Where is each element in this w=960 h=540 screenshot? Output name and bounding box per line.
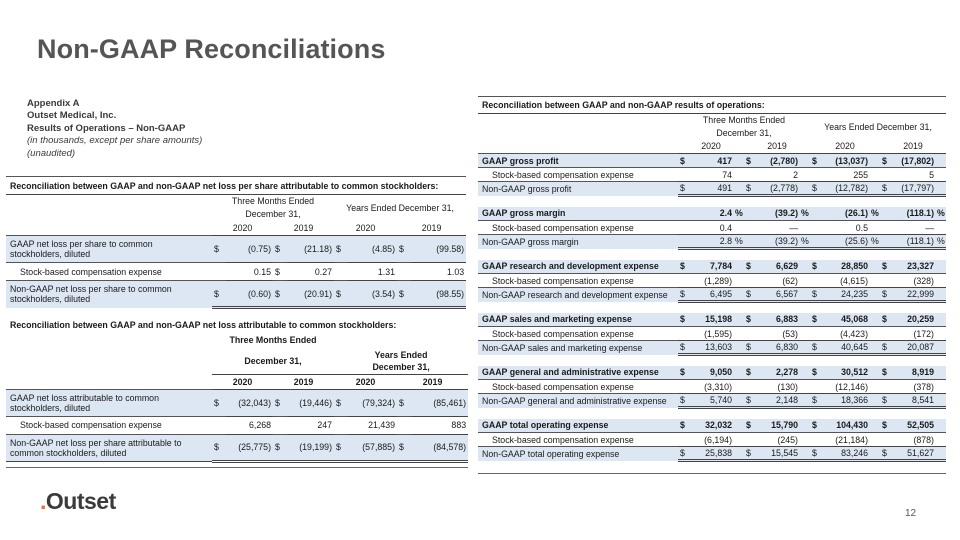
table-row: Non-GAAP net loss per share attributable to common stockholders, diluted $ (25,775) $ (19,199) $ (57,885) $ (84,578) xyxy=(6,434,468,461)
row-label: Stock-based compensation expense xyxy=(492,275,634,286)
header-three-months: Three Months Ended xyxy=(702,115,786,126)
table-row: Non-GAAP general and administrative expense $ 5,740 $ 2,148 $ 18,366 $ 8,541 xyxy=(478,394,946,408)
row-label: Stock-based compensation expense xyxy=(492,169,634,180)
header-december: December 31, xyxy=(245,209,301,219)
row-label: Non-GAAP net loss per share attributable to common stockholders, diluted xyxy=(6,434,212,461)
header-december: December 31, xyxy=(716,128,772,138)
header-three-months: Three Months Ended xyxy=(231,196,315,207)
table-row: Non-GAAP total operating expense $ 25,838 $ 15,545 $ 83,246 $ 51,627 xyxy=(478,447,946,461)
table-row: Non-GAAP net loss per share to common stockholders, diluted $ (0.60) $ (20.91) $ (3.54) $ (98.55) xyxy=(6,281,466,308)
row-label: Non-GAAP research and development expense xyxy=(478,288,678,302)
header-years-ended: Years Ended December 31, xyxy=(824,121,932,132)
row-label: Stock-based compensation expense xyxy=(20,266,162,277)
year-header: 2020 xyxy=(212,374,273,389)
table-row: Non-GAAP sales and marketing expense $ 13,603 $ 6,830 $ 40,645 $ 20,087 xyxy=(478,341,946,355)
year-header: 2020 xyxy=(334,221,397,236)
table-row: Non-GAAP research and development expense $ 6,495 $ 6,567 $ 24,235 $ 22,999 xyxy=(478,288,946,302)
row-label: GAAP total operating expense xyxy=(478,419,678,433)
row-label: Non-GAAP net loss per share to common stockholders, diluted xyxy=(6,281,212,308)
row-label: Stock-based compensation expense xyxy=(492,222,634,233)
header-years-ended: Years Ended December 31, xyxy=(346,202,454,213)
table-title: Reconciliation between GAAP and non-GAAP results of operations: xyxy=(478,97,946,114)
year-header: 2019 xyxy=(273,374,334,389)
row-label: GAAP net loss per share to common stockholders, diluted xyxy=(6,236,212,263)
table-row: Stock-based compensation expense (3,310) (130) (12,146) (378) xyxy=(478,380,946,394)
row-label: GAAP sales and marketing expense xyxy=(478,313,678,327)
year-header: 2019 xyxy=(273,221,334,236)
row-label: GAAP research and development expense xyxy=(478,260,678,274)
row-label: Non-GAAP sales and marketing expense xyxy=(478,341,678,355)
row-label: Non-GAAP general and administrative expense xyxy=(478,394,678,408)
row-label: Non-GAAP total operating expense xyxy=(478,447,678,461)
table-row: Stock-based compensation expense 0.4 — 0.5 — xyxy=(478,221,946,235)
year-header: 2020 xyxy=(212,221,273,236)
page-number: 12 xyxy=(905,508,917,519)
units-note: (in thousands, except per share amounts) xyxy=(27,135,203,147)
net-loss-per-share-table xyxy=(6,176,466,309)
row-label: Stock-based compensation expense xyxy=(492,381,634,392)
table-title: Reconciliation between GAAP and non-GAAP net loss attributable to common stockholders: xyxy=(10,320,397,330)
table-row: GAAP net loss per share to common stockholders, diluted $ (0.75) $ (21.18) $ (4.85) $ (99.58) xyxy=(6,236,466,263)
year-header: 2019 xyxy=(880,140,946,154)
table-row: GAAP gross margin 2.4 % (39.2) % (26.1) % (118.1) % xyxy=(478,207,946,221)
table-row: Stock-based compensation expense 74 2 255 5 xyxy=(478,168,946,182)
appendix-label: Appendix A xyxy=(27,98,80,109)
table-row: GAAP general and administrative expense $ 9,050 $ 2,278 $ 30,512 $ 8,919 xyxy=(478,366,946,380)
row-label: Stock-based compensation expense xyxy=(20,420,162,430)
company-name: Outset Medical, Inc. xyxy=(27,110,117,122)
company-logo: .Outset xyxy=(40,488,116,514)
year-header: 2019 xyxy=(397,221,466,236)
header-years-ended: Years Ended xyxy=(374,349,428,360)
year-header: 2020 xyxy=(810,140,880,154)
table-row: GAAP net loss attributable to common stockholders, diluted $ (32,043) $ (19,446) $ (79,324) $ (85,461) xyxy=(6,389,468,416)
row-label: GAAP general and administrative expense xyxy=(478,366,678,380)
year-header: 2020 xyxy=(678,140,744,154)
page-title: Non-GAAP Reconciliations xyxy=(37,34,386,64)
table-row: Non-GAAP gross profit $ 491 $ (2,778) $ (12,782) $ (17,797) xyxy=(478,182,946,196)
row-label: GAAP net loss attributable to common stockholders, diluted xyxy=(6,389,212,416)
header-december: December 31, xyxy=(334,361,468,374)
row-label: Stock-based compensation expense xyxy=(492,434,634,445)
results-of-operations-table xyxy=(478,96,946,474)
appendix-header xyxy=(27,98,202,160)
report-name: Results of Operations – Non-GAAP xyxy=(27,122,186,134)
table-row: Stock-based compensation expense 6,268 247 21,439 883 xyxy=(6,416,468,434)
row-label: GAAP gross profit xyxy=(478,154,678,168)
table-row: GAAP research and development expense $ 7,784 $ 6,629 $ 28,850 $ 23,327 xyxy=(478,260,946,274)
year-header: 2019 xyxy=(744,140,810,154)
row-label: Non-GAAP gross margin xyxy=(478,235,678,249)
table-row: Stock-based compensation expense (6,194) (245) (21,184) (878) xyxy=(478,433,946,447)
net-loss-table xyxy=(6,318,468,468)
table-row: GAAP total operating expense $ 32,032 $ 15,790 $ 104,430 $ 52,505 xyxy=(478,419,946,433)
row-label: GAAP gross margin xyxy=(478,207,678,221)
table-title: Reconciliation between GAAP and non-GAAP net loss per share attributable to common stockholders: xyxy=(6,177,466,195)
year-header: 2020 xyxy=(334,374,397,389)
year-header: 2019 xyxy=(397,374,468,389)
row-label: Non-GAAP gross profit xyxy=(478,182,678,196)
table-row: GAAP gross profit $ 417 $ (2,780) $ (13,037) $ (17,802) xyxy=(478,154,946,168)
row-label: Stock-based compensation expense xyxy=(492,328,634,339)
header-three-months: Three Months Ended xyxy=(229,335,317,345)
audit-note: (unaudited) xyxy=(27,147,76,159)
header-december: December 31, xyxy=(212,348,334,374)
table-row: Stock-based compensation expense (1,289) (62) (4,615) (328) xyxy=(478,274,946,288)
table-row: GAAP sales and marketing expense $ 15,198 $ 6,883 $ 45,068 $ 20,259 xyxy=(478,313,946,327)
table-row: Non-GAAP gross margin 2.8 % (39.2) % (25.6) % (118.1) % xyxy=(478,235,946,249)
table-row: Stock-based compensation expense 0.15 $ 0.27 1.31 1.03 xyxy=(6,263,466,281)
table-row: Stock-based compensation expense (1,595) (53) (4,423) (172) xyxy=(478,327,946,341)
